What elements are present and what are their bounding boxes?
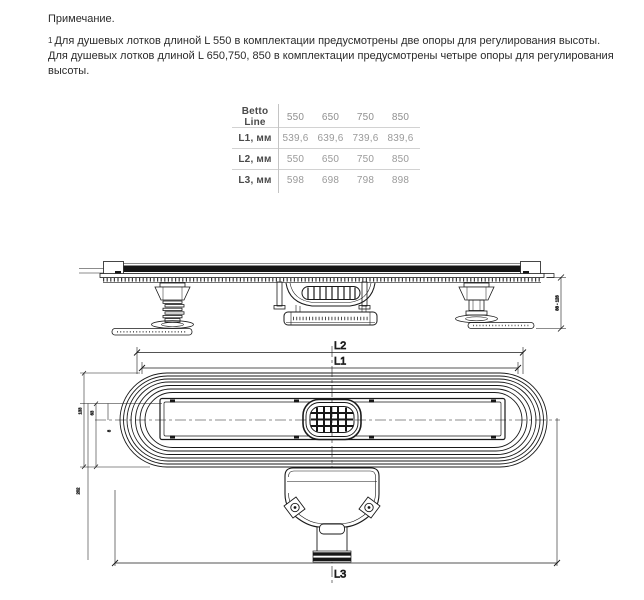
cell: 839,6	[387, 132, 414, 144]
col-header: 550	[286, 111, 305, 123]
row-label: L3, мм	[238, 174, 272, 186]
anchor-plate	[468, 323, 534, 329]
siphon-plan-view	[284, 468, 380, 562]
footnote-marker: 1	[48, 36, 53, 45]
cell: 650	[321, 153, 340, 165]
width-outer-label: 133	[77, 407, 83, 415]
outlet-pipe	[313, 524, 351, 562]
col-header: 750	[356, 111, 375, 123]
width-inner-label: 63	[89, 410, 95, 416]
l3-label: L3	[334, 568, 347, 581]
row-label: L1, мм	[238, 132, 272, 144]
offset-label: 8	[106, 429, 112, 433]
col-header: 850	[391, 111, 410, 123]
cell: 739,6	[352, 132, 379, 144]
cell: 798	[356, 174, 375, 186]
note-line-1-text: Для душевых лотков длиной L 550 в комплектации предусмотрены две опоры для регулирования высоты.	[54, 35, 601, 47]
row-label: L2, мм	[238, 153, 272, 165]
plan-view-drawing	[76, 340, 561, 583]
height-range-label: 88 - 128	[554, 295, 560, 311]
cell: 898	[391, 174, 410, 186]
dimension-l2	[134, 340, 526, 374]
l1-label: L1	[334, 355, 347, 368]
note-title: Примечание.	[48, 13, 115, 25]
note-line-2: Для душевых лотков длиной L 650,750, 850 в комплектации предусмотрены четыре опоры для регулирования высоты.	[48, 50, 614, 77]
channel-bar	[122, 266, 522, 273]
cell: 550	[286, 153, 305, 165]
foot-disc	[456, 315, 498, 323]
dimension-l1	[139, 356, 521, 375]
cell: 698	[321, 174, 340, 186]
left-adjustable-foot	[112, 283, 194, 335]
cell: 539,6	[282, 132, 309, 144]
height-dimension	[536, 275, 566, 332]
col-header: 650	[321, 111, 340, 123]
side-view-drawing	[79, 262, 566, 336]
cell: 639,6	[317, 132, 344, 144]
outlet-base	[284, 312, 377, 325]
depth-label: 202	[75, 487, 81, 495]
table-header-label: Betto Line	[241, 106, 269, 128]
support-rail	[100, 274, 544, 278]
cell: 598	[286, 174, 305, 186]
cell: 750	[356, 153, 375, 165]
siphon-side-view	[274, 282, 377, 325]
right-adjustable-foot	[456, 283, 535, 329]
grate-edge	[302, 287, 360, 300]
l2-label: L2	[334, 340, 347, 352]
cell: 850	[391, 153, 410, 165]
